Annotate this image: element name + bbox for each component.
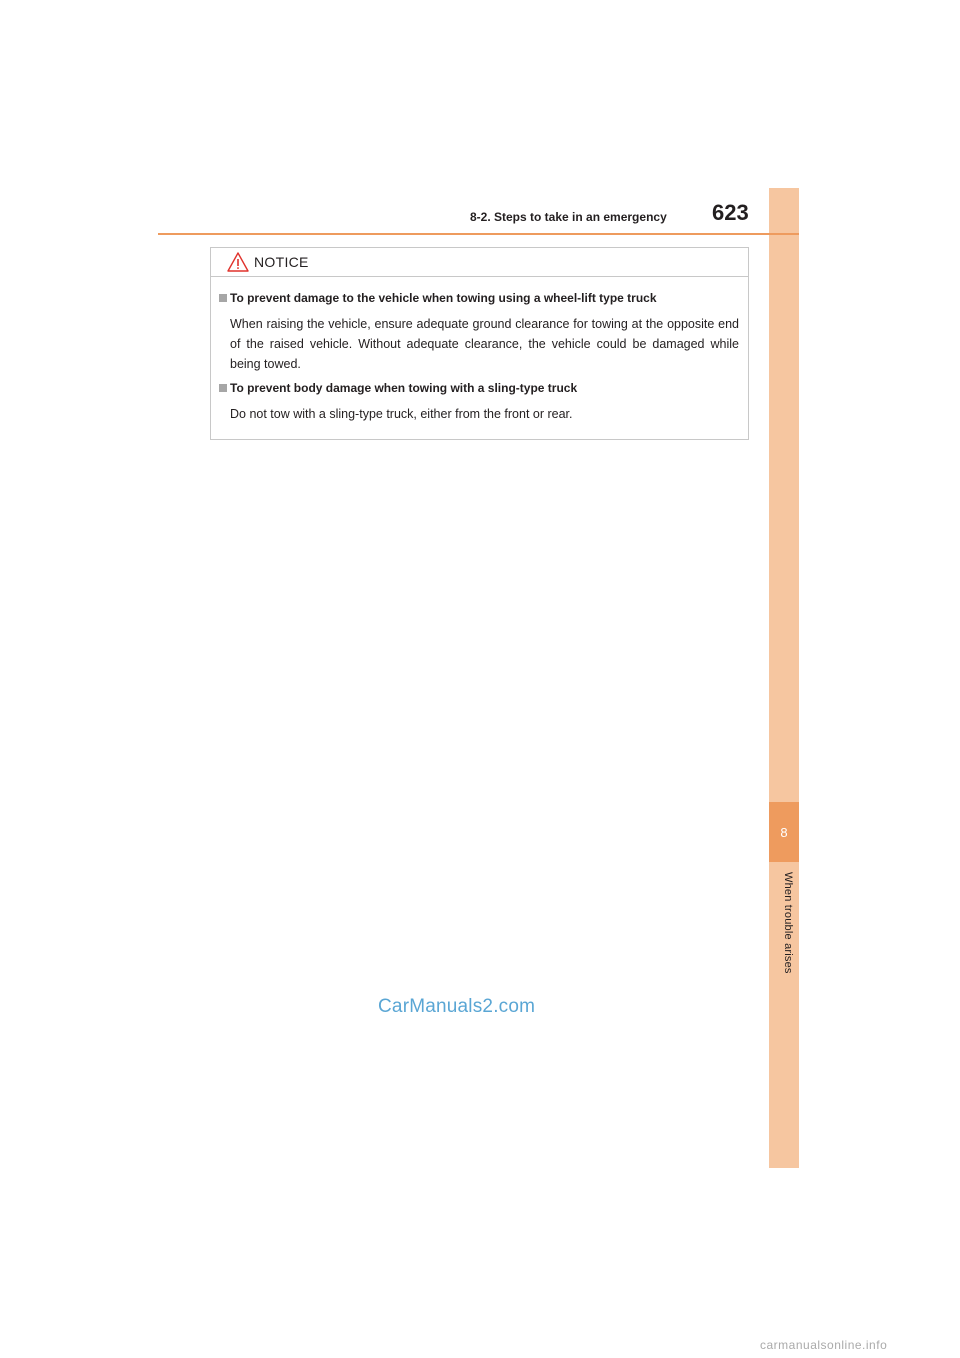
bullet-square-icon (219, 384, 227, 392)
warning-triangle-icon (227, 252, 249, 272)
chapter-number-tab[interactable]: 8 (769, 802, 799, 862)
chapter-side-tab (769, 188, 799, 1168)
notice-item-body: When raising the vehicle, ensure adequate ground clearance for towing at the opposite end of the raised vehicle. Without adequate clearance, the vehicle could be damaged while being towed. (230, 317, 739, 371)
notice-item-heading: To prevent damage to the vehicle when towing using a wheel-lift type truck (219, 290, 739, 306)
watermark-link[interactable]: CarManuals2.com (378, 996, 536, 1017)
notice-label: NOTICE (254, 254, 309, 270)
notice-item-body: Do not tow with a sling-type truck, either from the front or rear. (230, 407, 573, 421)
page-number: 623 (712, 200, 749, 225)
notice-item (219, 380, 739, 424)
chapter-label: When trouble arises (782, 872, 794, 974)
notice-header (211, 248, 748, 277)
section-title: 8-2. Steps to take in an emergency (470, 210, 667, 224)
notice-box (210, 247, 749, 440)
notice-item (219, 290, 739, 374)
notice-item-heading: To prevent body damage when towing with a sling-type truck (219, 380, 739, 396)
bullet-square-icon (219, 294, 227, 302)
footer-watermark: carmanualsonline.info (760, 1338, 888, 1352)
header-divider (158, 233, 799, 235)
